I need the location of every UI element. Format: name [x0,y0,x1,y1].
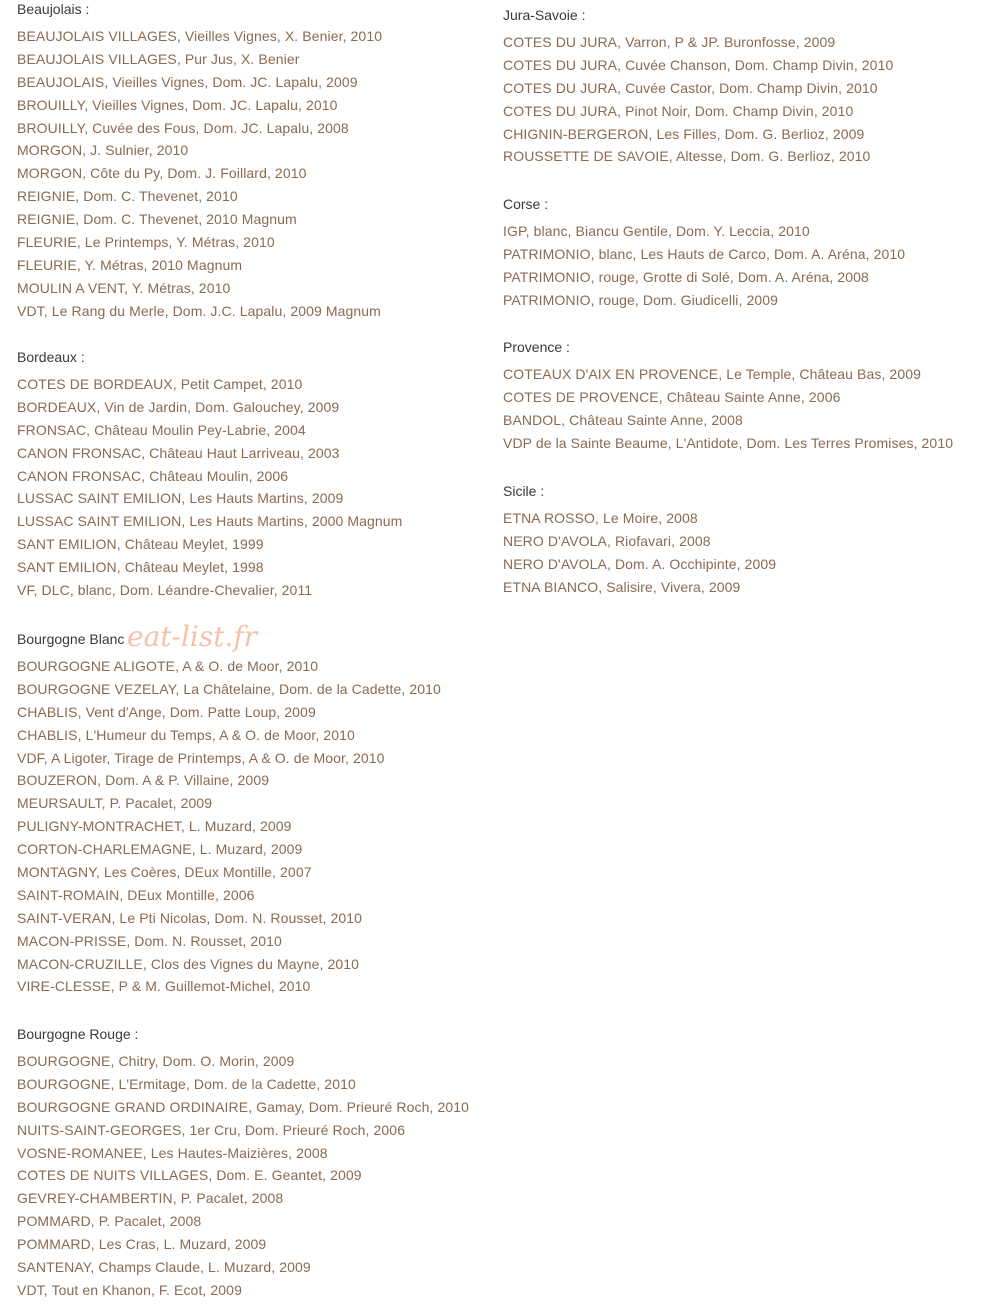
wine-list-item: ROUSSETTE DE SAVOIE, Altesse, Dom. G. Berlioz, 2010 [503,148,871,165]
wine-list-item: VDP de la Sainte Beaume, L'Antidote, Dom. Les Terres Promises, 2010 [503,434,954,451]
wine-list-item: MORGON, Côte du Py, Dom. J. Foillard, 2010 [17,165,307,182]
section-bourgogne-blanc [17,628,487,998]
wine-list-item: BANDOL, Château Sainte Anne, 2008 [503,411,743,428]
wine-list-item: LUSSAC SAINT EMILION, Les Hauts Martins, 2009 [17,490,344,507]
wine-list-item: GEVREY-CHAMBERTIN, P. Pacalet, 2008 [17,1190,284,1207]
wine-list-item: CHABLIS, Vent d'Ange, Dom. Patte Loup, 2009 [17,703,316,720]
wine-list-item: COTES DE NUITS VILLAGES, Dom. E. Geantet, 2009 [17,1167,362,1184]
wine-list-item: BORDEAUX, Vin de Jardin, Dom. Galouchey, 2009 [17,398,340,415]
wine-list-item: BOUZERON, Dom. A & P. Villaine, 2009 [17,772,270,789]
wine-list-item: MACON-PRISSE, Dom. N. Rousset, 2010 [17,932,282,949]
section-bourgogne-rouge [17,1023,487,1302]
wine-list-item: POMMARD, P. Pacalet, 2008 [17,1213,202,1230]
section-provence [503,336,983,455]
wine-list-item: VIRE-CLESSE, P & M. Guillemot-Michel, 2010 [17,978,311,995]
wine-list [503,220,983,312]
wine-list-item: PATRIMONIO, rouge, Dom. Giudicelli, 2009 [503,291,779,308]
section-heading: Corse : [503,196,549,212]
watermark-logo: eat-list.fr [127,620,258,653]
wine-list-item: COTES DE BORDEAUX, Petit Campet, 2010 [17,376,303,392]
section-sicile [503,480,983,599]
section-heading: Bourgogne Blanc [17,631,125,647]
wine-list-item: BOURGOGNE ALIGOTE, A & O. de Moor, 2010 [17,658,319,674]
wine-list-item: BOURGOGNE GRAND ORDINAIRE, Gamay, Dom. Prieuré Roch, 2010 [17,1098,469,1115]
wine-list-item: SAINT-VERAN, Le Pti Nicolas, Dom. N. Rousset, 2010 [17,909,363,926]
wine-list-item: CHIGNIN-BERGERON, Les Filles, Dom. G. Berlioz, 2009 [503,125,865,142]
wine-list-item: COTES DU JURA, Cuvée Chanson, Dom. Champ Divin, 2010 [503,56,894,73]
wine-list-item: CHABLIS, L'Humeur du Temps, A & O. de Moor, 2010 [17,726,355,743]
section-corse [503,193,983,312]
wine-list-item: NUITS-SAINT-GEORGES, 1er Cru, Dom. Prieuré Roch, 2006 [17,1121,406,1138]
wine-list-item: COTES DE PROVENCE, Château Sainte Anne, 2006 [503,388,841,405]
section-heading: Sicile : [503,483,545,499]
wine-list-item: PATRIMONIO, blanc, Les Hauts de Carco, Dom. A. Aréna, 2010 [503,245,906,262]
wine-list-item: VDT, Tout en Khanon, F. Ecot, 2009 [17,1281,242,1298]
wine-list-item: FLEURIE, Y. Métras, 2010 Magnum [17,256,243,273]
wine-list-item: COTES DU JURA, Cuvée Castor, Dom. Champ Divin, 2010 [503,79,878,96]
section-heading: Provence : [503,339,570,355]
wine-list-item: MONTAGNY, Les Coères, DEux Montille, 2007 [17,864,312,881]
wine-list-item: MOULIN A VENT, Y. Métras, 2010 [17,279,231,296]
wine-list [17,373,487,602]
wine-list-item: BOURGOGNE VEZELAY, La Châtelaine, Dom. de la Cadette, 2010 [17,680,441,697]
wine-list-item: VF, DLC, blanc, Dom. Léandre-Chevalier, 2011 [17,582,313,599]
wine-list-item: VDT, Le Rang du Merle, Dom. J.C. Lapalu, 2009 Magnum [17,302,381,319]
wine-list-item: CANON FRONSAC, Château Moulin, 2006 [17,467,289,484]
wine-list-item: BEAUJOLAIS VILLAGES, Vieilles Vignes, X. Benier, 2010 [17,28,383,44]
wine-list-item: COTEAUX D'AIX EN PROVENCE, Le Temple, Château Bas, 2009 [503,366,921,382]
wine-list-item: BEAUJOLAIS VILLAGES, Pur Jus, X. Benier [17,50,300,67]
wine-list-item: LUSSAC SAINT EMILION, Les Hauts Martins, 2000 Magnum [17,513,403,530]
wine-list-item: NERO D'AVOLA, Riofavari, 2008 [503,532,711,549]
wine-list [17,25,487,323]
section-beaujolais [17,0,487,323]
wine-list-item: MEURSAULT, P. Pacalet, 2009 [17,795,213,812]
wine-list-item: FLEURIE, Le Printemps, Y. Métras, 2010 [17,234,275,251]
wine-list-item: ETNA BIANCO, Salisire, Vivera, 2009 [503,578,741,595]
wine-list-item: CORTON-CHARLEMAGNE, L. Muzard, 2009 [17,841,303,858]
wine-list-item: BROUILLY, Vieilles Vignes, Dom. JC. Lapalu, 2010 [17,96,338,113]
wine-list-item: BOURGOGNE, L'Ermitage, Dom. de la Cadette, 2010 [17,1075,356,1092]
wine-list-item: BEAUJOLAIS, Vieilles Vignes, Dom. JC. Lapalu, 2009 [17,73,358,90]
wine-list-item: POMMARD, Les Cras, L. Muzard, 2009 [17,1236,267,1253]
wine-list-item: PULIGNY-MONTRACHET, L. Muzard, 2009 [17,818,292,835]
section-heading: Bourgogne Rouge : [17,1026,139,1042]
wine-list-item: PATRIMONIO, rouge, Grotte di Solé, Dom. A. Aréna, 2008 [503,268,869,285]
wine-list-item: VDF, A Ligoter, Tirage de Printemps, A & O. de Moor, 2010 [17,749,385,766]
wine-list-item: COTES DU JURA, Varron, P & JP. Buronfosse, 2009 [503,34,836,50]
wine-list-item: BOURGOGNE, Chitry, Dom. O. Morin, 2009 [17,1053,295,1069]
wine-list-item: REIGNIE, Dom. C. Thevenet, 2010 [17,188,238,205]
wine-list-item: FRONSAC, Château Moulin Pey-Labrie, 2004 [17,421,306,438]
section-bordeaux [17,346,487,602]
section-heading: Beaujolais : [17,1,90,17]
wine-list [17,1050,487,1302]
wine-list-item: COTES DU JURA, Pinot Noir, Dom. Champ Divin, 2010 [503,102,854,119]
wine-list-item: SANTENAY, Champs Claude, L. Muzard, 2009 [17,1259,311,1276]
wine-list-item: ETNA ROSSO, Le Moire, 2008 [503,510,698,526]
section-heading: Jura-Savoie : [503,7,586,23]
section-jura-savoie [503,4,983,168]
wine-list [503,507,983,599]
wine-list-item: SAINT-ROMAIN, DEux Montille, 2006 [17,886,255,903]
wine-list-item: NERO D'AVOLA, Dom. A. Occhipinte, 2009 [503,555,777,572]
wine-list-item: CANON FRONSAC, Château Haut Larriveau, 2003 [17,444,340,461]
wine-list-item: SANT EMILION, Château Meylet, 1999 [17,536,264,553]
section-heading: Bordeaux : [17,349,85,365]
wine-list-item: SANT EMILION, Château Meylet, 1998 [17,559,264,576]
wine-list-item: MORGON, J. Sulnier, 2010 [17,142,189,159]
wine-list [17,655,487,998]
wine-list-item: MACON-CRUZILLE, Clos des Vignes du Mayne, 2010 [17,955,360,972]
wine-list [503,31,983,168]
wine-list-item: BROUILLY, Cuvée des Fous, Dom. JC. Lapalu, 2008 [17,119,349,136]
wine-list-item: VOSNE-ROMANEE, Les Hautes-Maizières, 2008 [17,1144,328,1161]
wine-list-item: IGP, blanc, Biancu Gentile, Dom. Y. Leccia, 2010 [503,223,810,239]
wine-list [503,363,983,455]
wine-list-item: REIGNIE, Dom. C. Thevenet, 2010 Magnum [17,211,297,228]
